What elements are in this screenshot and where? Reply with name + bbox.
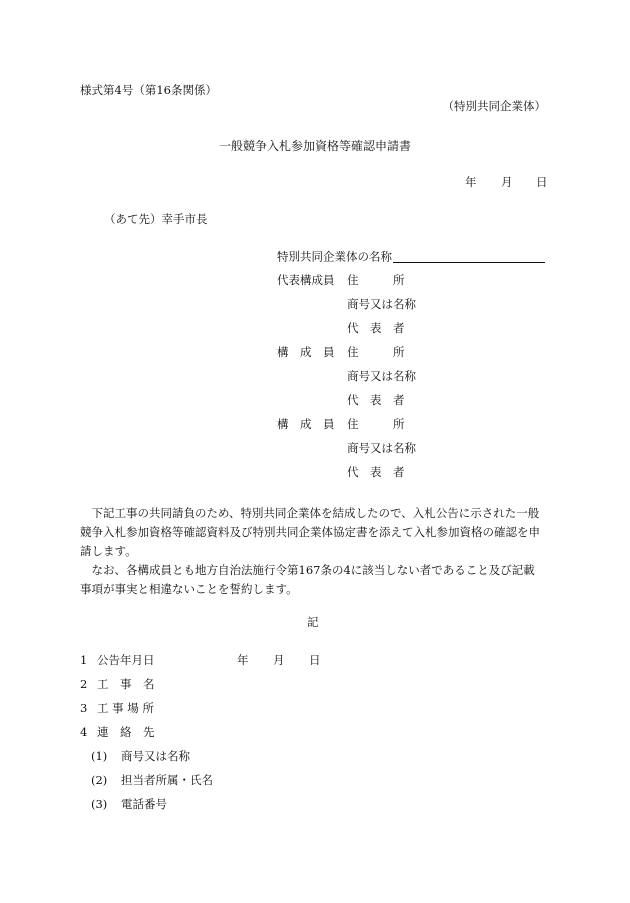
group-trade-name-label: 商号又は名称 bbox=[347, 441, 416, 455]
group-role: 代表構成員 bbox=[277, 273, 335, 287]
jv-name-label: 特別共同企業体の名称 bbox=[277, 249, 392, 264]
item-label: 公告年月日 bbox=[97, 653, 155, 667]
contact-item-label: 担当者所属・氏名 bbox=[121, 773, 213, 787]
form-number: 様式第4号（第16条関係） bbox=[80, 83, 217, 97]
item-number: 2 bbox=[80, 677, 88, 691]
group-address-label: 住 所 bbox=[347, 273, 405, 287]
group-address-label: 住 所 bbox=[347, 345, 405, 359]
form-category: （特別共同企業体） bbox=[442, 99, 546, 113]
group-representative-label: 代 表 者 bbox=[347, 393, 405, 407]
group-address-label: 住 所 bbox=[347, 417, 405, 431]
document-title: 一般競争入札参加資格等確認申請書 bbox=[219, 139, 412, 153]
date-day: 日 bbox=[536, 175, 548, 189]
body-paragraph-1: 下記工事の共同請負のため、特別共同企業体を結成したので、入札公告に示された一般競争入札参加資格等確認資料及び特別共同企業体協定書を添えて入札参加資格の確認を申請します。 bbox=[80, 506, 540, 558]
item-label: 工 事 名 bbox=[97, 677, 155, 691]
item-label: 連 絡 先 bbox=[97, 725, 155, 739]
contact-item-number: (3) bbox=[91, 797, 108, 811]
item-day: 日 bbox=[309, 653, 321, 667]
body-paragraph-2: なお、各構成員とも地方自治法施行令第167条の4に該当しない者であること及び記載事項が事実と相違ないことを誓約します。 bbox=[80, 563, 535, 596]
item-year: 年 bbox=[237, 653, 249, 667]
date-month: 月 bbox=[501, 175, 513, 189]
jv-name-row bbox=[277, 251, 545, 263]
contact-item-label: 電話番号 bbox=[121, 797, 167, 811]
item-number: 4 bbox=[80, 725, 88, 739]
group-role: 構 成 員 bbox=[277, 417, 335, 431]
date-year: 年 bbox=[465, 175, 477, 189]
item-month: 月 bbox=[273, 653, 285, 667]
group-trade-name-label: 商号又は名称 bbox=[347, 297, 416, 311]
addressee: （あて先）幸手市長 bbox=[104, 212, 208, 226]
jv-name-blank bbox=[393, 251, 545, 263]
contact-item-number: (2) bbox=[91, 773, 108, 787]
contact-item-label: 商号又は名称 bbox=[121, 749, 190, 763]
group-representative-label: 代 表 者 bbox=[347, 321, 405, 335]
item-number: 1 bbox=[80, 653, 88, 667]
item-label: 工 事 場 所 bbox=[97, 701, 154, 715]
item-number: 3 bbox=[80, 701, 88, 715]
ki-heading: 記 bbox=[307, 615, 319, 629]
group-representative-label: 代 表 者 bbox=[347, 465, 405, 479]
contact-item-number: (1) bbox=[91, 749, 108, 763]
group-role: 構 成 員 bbox=[277, 345, 335, 359]
group-trade-name-label: 商号又は名称 bbox=[347, 369, 416, 383]
